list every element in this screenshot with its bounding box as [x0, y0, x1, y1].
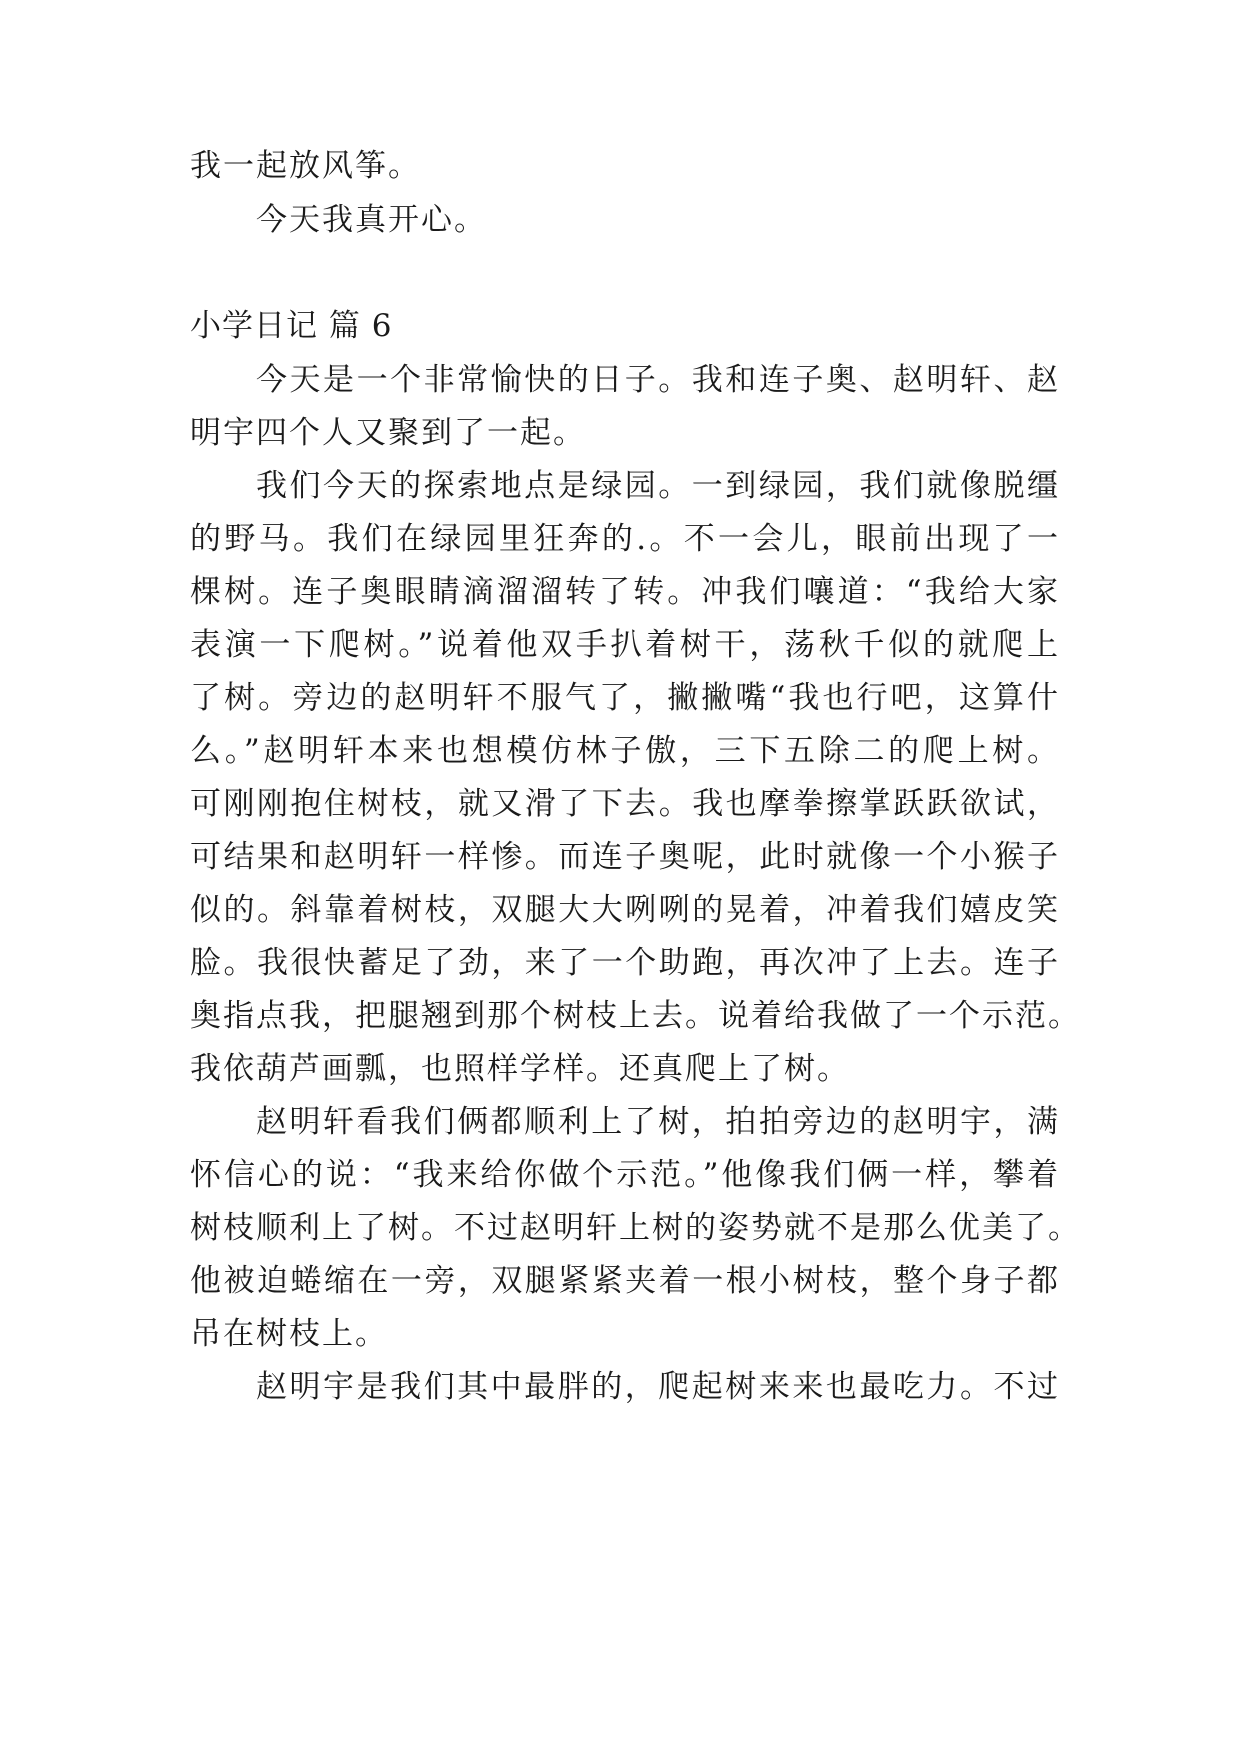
text-line: 的野马。我们在绿园里狂奔的.。不一会儿，眼前出现了一: [190, 521, 1060, 557]
text-line: 今天是一个非常愉快的日子。我和连子奥、赵明轩、赵: [256, 362, 1060, 398]
text-line: 可刚刚抱住树枝，就又滑了下去。我也摩拳擦掌跃跃欲试，: [190, 786, 1060, 822]
text-line: 表演一下爬树。”说着他双手扒着树干，荡秋千似的就爬上: [190, 627, 1060, 663]
text-line: 怀信心的说：“我来给你做个示范。”他像我们俩一样，攀着: [190, 1157, 1060, 1193]
text-line: 赵明宇是我们其中最胖的，爬起树来来也最吃力。不过: [256, 1369, 1060, 1405]
text-line: 树枝顺利上了树。不过赵明轩上树的姿势就不是那么优美了。: [190, 1210, 1081, 1246]
text-line: 赵明轩看我们俩都顺利上了树，拍拍旁边的赵明宇，满: [256, 1104, 1060, 1140]
text-line: 奥指点我，把腿翘到那个树枝上去。说着给我做了一个示范。: [190, 998, 1081, 1034]
text-line: 么。”赵明轩本来也想模仿林子傲，三下五除二的爬上树。: [190, 733, 1060, 769]
text-line: 明宇四个人又聚到了一起。: [190, 415, 586, 451]
text-line: 我依葫芦画瓢，也照样学样。还真爬上了树。: [190, 1051, 850, 1087]
text-line: 了树。旁边的赵明轩不服气了，撇撇嘴“我也行吧，这算什: [190, 680, 1060, 716]
text-line: 脸。我很快蓄足了劲，来了一个助跑，再次冲了上去。连子: [190, 945, 1060, 981]
text-line: 我一起放风筝。: [190, 148, 421, 184]
text-line: 他被迫蜷缩在一旁，双腿紧紧夹着一根小树枝，整个身子都: [190, 1263, 1060, 1299]
text-line: 似的。斜靠着树枝，双腿大大咧咧的晃着，冲着我们嬉皮笑: [190, 892, 1060, 928]
text-line: 可结果和赵明轩一样惨。而连子奥呢，此时就像一个小猴子: [190, 839, 1060, 875]
text-line: 今天我真开心。: [256, 202, 487, 238]
section-heading: 小学日记 篇 6: [190, 308, 393, 344]
text-line: 棵树。连子奥眼睛滴溜溜转了转。冲我们嚷道：“我给大家: [190, 574, 1060, 610]
text-line: 我们今天的探索地点是绿园。一到绿园，我们就像脱缰: [256, 468, 1060, 504]
text-line: 吊在树枝上。: [190, 1316, 388, 1352]
